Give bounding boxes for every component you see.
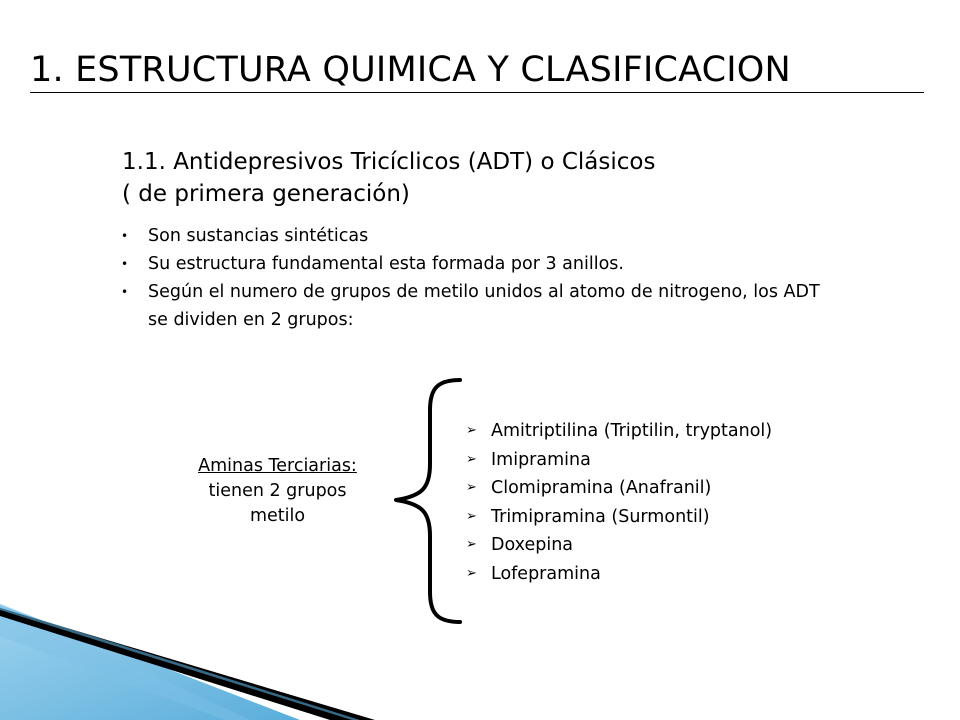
drug-item <box>466 560 772 589</box>
bullet-item <box>118 250 838 278</box>
bullet-dot-icon: • <box>121 257 129 271</box>
drug-item <box>466 503 772 532</box>
drug-name: Lofepramina <box>491 563 601 584</box>
bullet-text: Son sustancias sintéticas <box>148 226 369 246</box>
title-underline <box>30 92 924 93</box>
bullet-text: Su estructura fundamental esta formada por 3 anillos. <box>148 254 624 274</box>
drug-item <box>466 417 772 446</box>
drug-name: Clomipramina (Anafranil) <box>491 478 712 498</box>
drug-item <box>466 531 772 560</box>
arrow-bullet-icon: ➢ <box>466 451 477 467</box>
curly-brace-icon <box>392 376 464 626</box>
drug-name: Amitriptilina (Triptilin, tryptanol) <box>491 421 773 441</box>
bullet-item <box>118 222 838 250</box>
bullet-dot-icon: • <box>121 229 129 243</box>
bullet-item <box>118 278 838 334</box>
group-title: Aminas Terciarias: <box>198 456 357 476</box>
section-heading <box>122 146 655 210</box>
arrow-bullet-icon: ➢ <box>466 565 477 581</box>
group-label <box>150 454 405 529</box>
drug-list <box>466 417 772 588</box>
bullet-dot-icon: • <box>121 285 129 299</box>
drug-name: Imipramina <box>491 449 591 470</box>
group-description-line-1: tienen 2 grupos <box>208 481 347 501</box>
drug-name: Trimipramina (Surmontil) <box>491 506 710 527</box>
section-heading-line-1: 1.1. Antidepresivos Tricíclicos (ADT) o Clásicos <box>122 149 656 175</box>
drug-item <box>466 446 772 475</box>
group-description-line-2: metilo <box>249 506 306 526</box>
section-heading-line-2: ( de primera generación) <box>122 181 410 207</box>
slide-title: 1. ESTRUCTURA QUIMICA Y CLASIFICACION <box>30 50 791 90</box>
corner-decoration <box>0 596 420 720</box>
bullet-list <box>118 222 838 334</box>
drug-name: Doxepina <box>491 535 574 555</box>
bullet-text: Según el numero de grupos de metilo unidos al atomo de nitrogeno, los ADT se dividen en 2 grupos: <box>148 282 820 330</box>
arrow-bullet-icon: ➢ <box>466 423 477 438</box>
drug-item <box>466 474 772 503</box>
arrow-bullet-icon: ➢ <box>466 508 477 524</box>
arrow-bullet-icon: ➢ <box>466 537 477 552</box>
arrow-bullet-icon: ➢ <box>466 480 477 495</box>
